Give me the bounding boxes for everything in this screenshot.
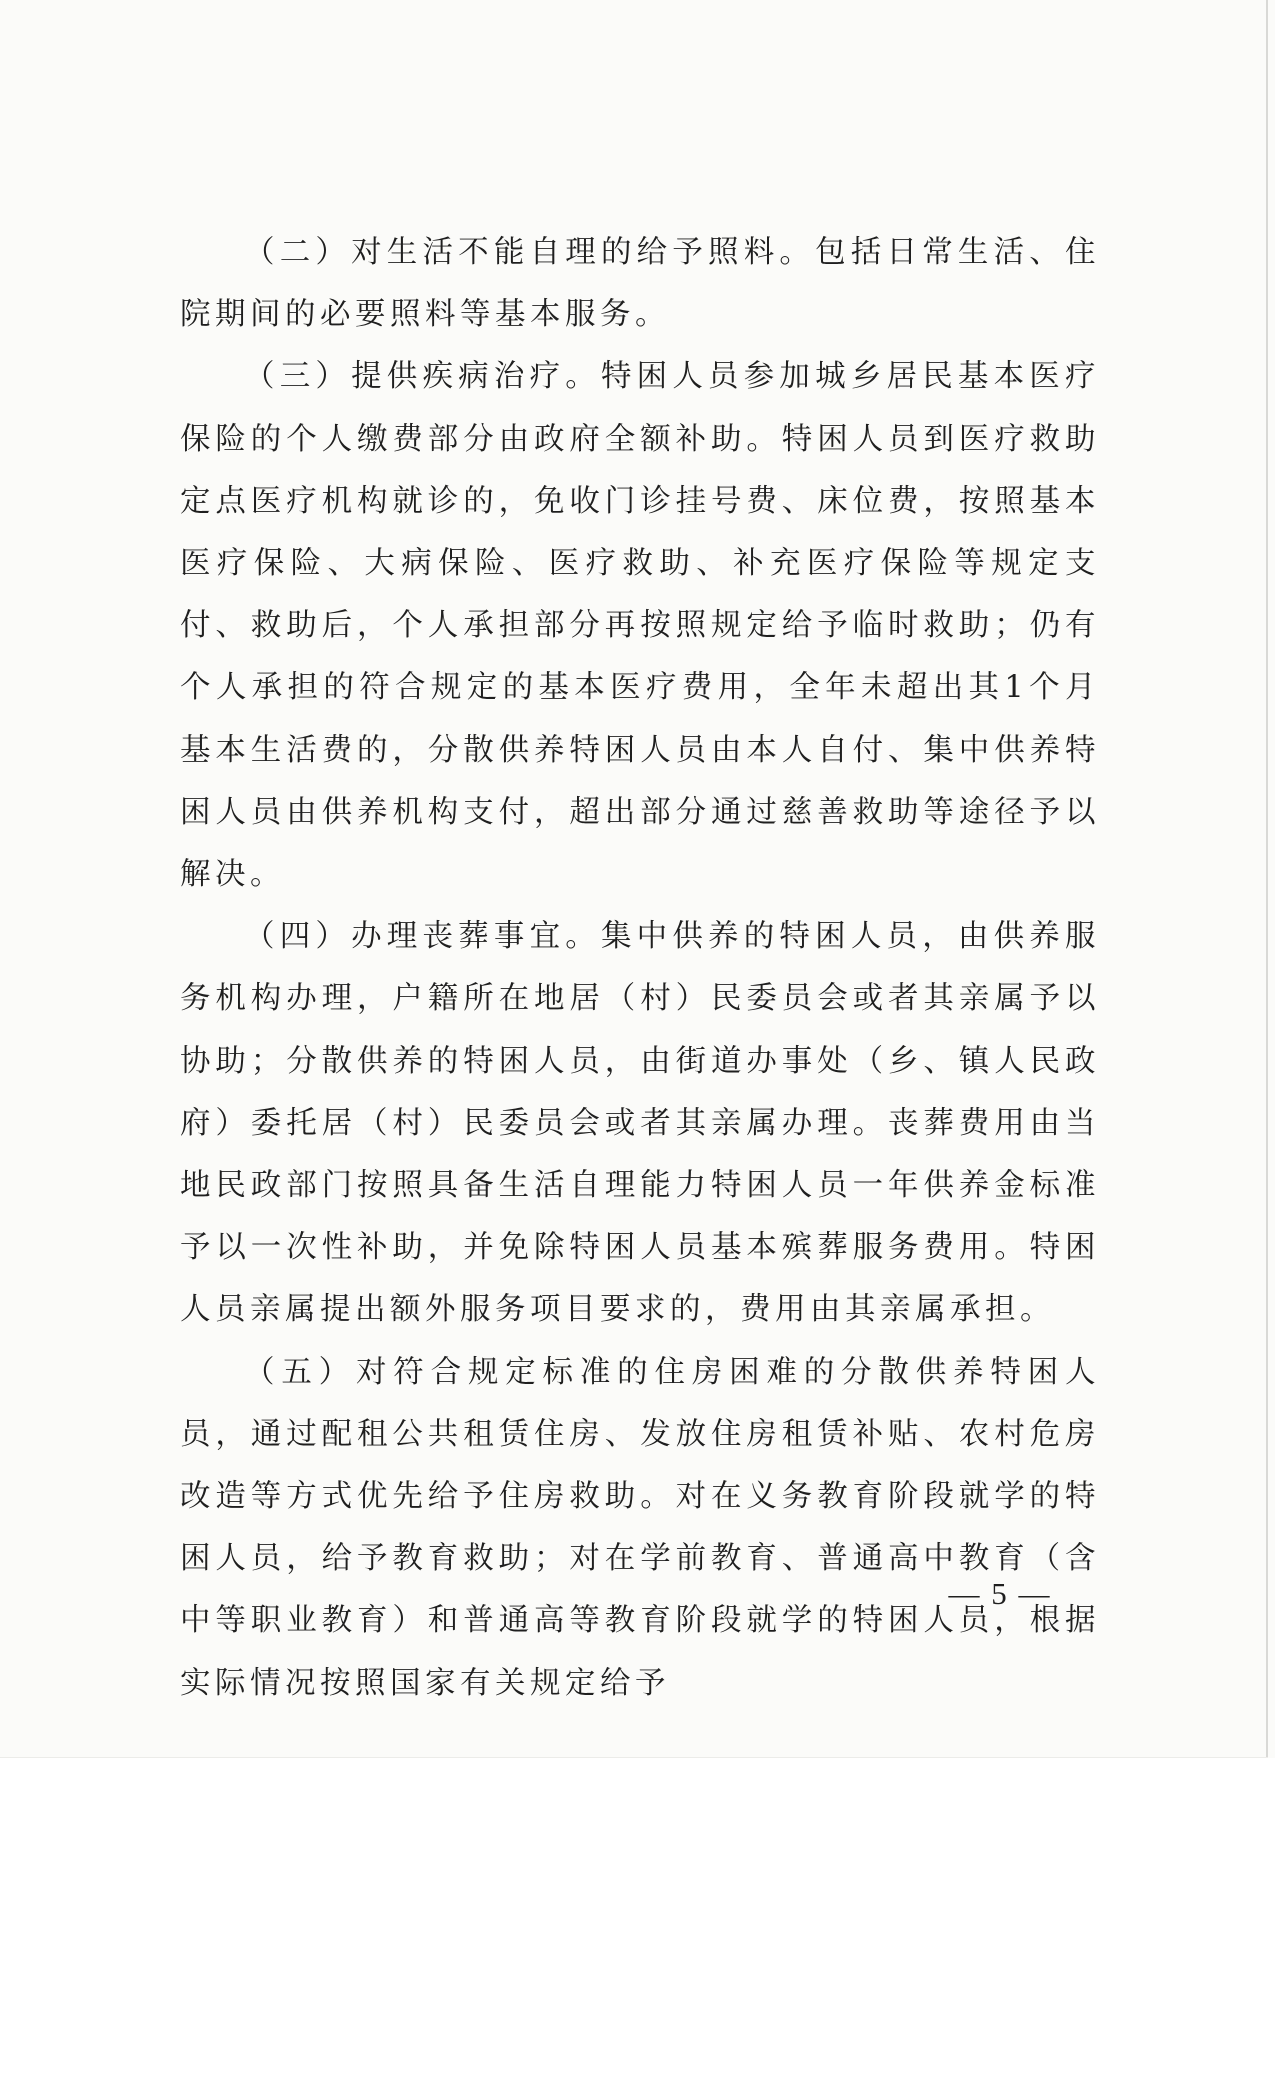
paragraph-5: （五）对符合规定标准的住房困难的分散供养特困人员，通过配租公共租赁住房、发放住房租赁补贴、农村危房改造等方式优先给予住房救助。对在义务教育阶段就学的特困人员，给予教育救助；对在学前教育、普通高中教育（含中等职业教育）和普通高等教育阶段就学的特困人员，根据实际情况按照国家有关规定给予: [180, 1354, 1100, 1701]
paragraph-3: （三）提供疾病治疗。特困人员参加城乡居民基本医疗保险的个人缴费部分由政府全额补助。特困人员到医疗救助定点医疗机构就诊的，免收门诊挂号费、床位费，按照基本医疗保险、大病保险、医疗救助、补充医疗保险等规定支付、救助后，个人承担部分再按照规定给予临时救助；仍有个人承担的符合规定的基本医疗费用，全年未超出其1个月基本生活费的，分散供养特困人员由本人自付、集中供养特困人员由供养机构支付，超出部分通过慈善救助等途径予以解决。: [180, 359, 1100, 893]
body-text: [180, 222, 1100, 1715]
paragraph-2: （二）对生活不能自理的给予照料。包括日常生活、住院期间的必要照料等基本服务。: [180, 235, 1100, 333]
page-bottom-edge: [0, 1757, 1268, 1758]
paragraph-4: （四）办理丧葬事宜。集中供养的特困人员，由供养服务机构办理，户籍所在地居（村）民委员会或者其亲属予以协助；分散供养的特困人员，由街道办事处（乡、镇人民政府）委托居（村）民委员会或者其亲属办理。丧葬费用由当地民政部门按照具备生活自理能力特困人员一年供养金标准予以一次性补助，并免除特困人员基本殡葬服务费用。特困人员亲属提出额外服务项目要求的，费用由其亲属承担。: [180, 919, 1100, 1328]
page-number: — 5 —: [948, 1576, 1052, 1611]
page-edge: [1266, 0, 1268, 1758]
